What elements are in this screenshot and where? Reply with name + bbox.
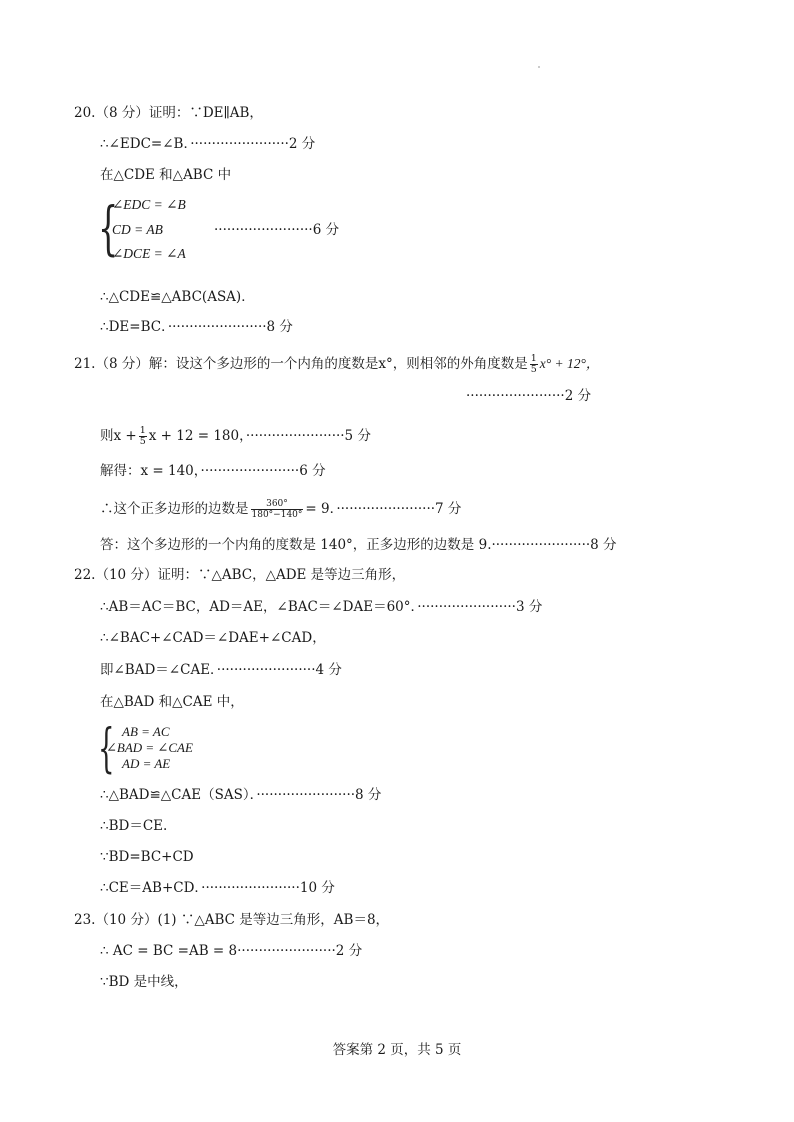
q20-system-eq3: ∠DCE = ∠A bbox=[112, 246, 186, 261]
q22-step5: ∵BD=BC+CD bbox=[100, 849, 194, 865]
q21-equation-lhs: 则x + bbox=[100, 428, 137, 444]
fraction-numerator: 1 bbox=[530, 353, 537, 364]
q22-step3: 即∠BAD＝∠CAE．·······················4 分 bbox=[100, 662, 342, 678]
q22-result: ∴CE＝AB+CD．·······················10 分 bbox=[100, 880, 335, 896]
q22-step2: ∴∠BAC+∠CAD＝∠DAE+∠CAD， bbox=[100, 630, 326, 646]
q20-system-eq1: ∠EDC = ∠B bbox=[112, 197, 186, 212]
q22-system-eq3: AD = AE bbox=[122, 756, 171, 771]
q21-header bbox=[74, 354, 599, 375]
q20-header: 20.（8 分）证明：∵DE∥AB， bbox=[74, 105, 263, 121]
fraction-denominator: 5 bbox=[139, 436, 146, 447]
q20-system-eq2: CD = AB bbox=[112, 222, 163, 237]
fraction-denominator: 180°−140° bbox=[251, 510, 303, 520]
q20-score-6: ·······················6 分 bbox=[214, 222, 340, 238]
page-footer: 答案第 2 页，共 5 页 bbox=[332, 1042, 462, 1058]
q21-header-text: 21.（8 分）解：设这个多边形的一个内角的度数是x°，则相邻的外角度数是 bbox=[74, 356, 528, 372]
q21-score-2: ·······················2 分 bbox=[466, 388, 592, 404]
q22-step1: ∴AB＝AC＝BC，AD＝AE，∠BAC＝∠DAE＝60°．·······················3 分 bbox=[100, 599, 543, 615]
q23-header: 23.（10 分）(1) ∵△ABC 是等边三角形，AB＝8， bbox=[74, 912, 390, 928]
q23-step1: ∴ AC = BC =AB = 8·······················2 分 bbox=[100, 943, 363, 959]
q21-equation-rhs: x + 12 = 180，·······················5 分 bbox=[148, 428, 371, 444]
q21-equation bbox=[100, 426, 371, 447]
q21-sides bbox=[100, 499, 461, 520]
q22-context: 在△BAD 和△CAE 中， bbox=[100, 694, 244, 710]
q21-header-expr: x° + 12°， bbox=[539, 356, 600, 371]
q22-system-eq2: ∠BAD = ∠CAE bbox=[106, 740, 193, 755]
scan-speck bbox=[538, 66, 540, 68]
q20-context: 在△CDE 和△ABC 中 bbox=[100, 167, 232, 183]
q21-sides-text: ∴这个正多边形的边数是 bbox=[100, 501, 249, 517]
q20-result: ∴DE=BC．·······················8 分 bbox=[100, 319, 293, 335]
q21-answer: 答：这个多边形的一个内角的度数是 140°，正多边形的边数是 9.·······················8 分 bbox=[100, 537, 617, 553]
fraction-numerator: 360° bbox=[251, 499, 304, 510]
fraction-numerator: 1 bbox=[139, 425, 146, 436]
q20-brace: { bbox=[98, 194, 119, 262]
q22-congruence: ∴△BAD≌△CAE（SAS）．·······················8 分 bbox=[100, 787, 382, 803]
fraction bbox=[251, 499, 304, 520]
fraction bbox=[139, 426, 147, 447]
q20-step1: ∴∠EDC=∠B．·······················2 分 bbox=[100, 136, 316, 152]
q22-header: 22.（10 分）证明：∵△ABC，△ADE 是等边三角形， bbox=[74, 567, 406, 583]
q22-system-eq1: AB = AC bbox=[122, 724, 170, 739]
q22-step4: ∴BD＝CE. bbox=[100, 818, 168, 834]
q22-brace: { bbox=[98, 719, 115, 779]
q23-step2: ∵BD 是中线， bbox=[100, 974, 188, 990]
fraction bbox=[530, 354, 538, 375]
q21-sides-result: = 9．·······················7 分 bbox=[305, 501, 462, 517]
q20-conclusion: ∴△CDE≌△ABC(ASA)． bbox=[100, 289, 255, 305]
q21-solve: 解得：x = 140，·······················6 分 bbox=[100, 463, 326, 479]
fraction-denominator: 5 bbox=[530, 364, 537, 375]
